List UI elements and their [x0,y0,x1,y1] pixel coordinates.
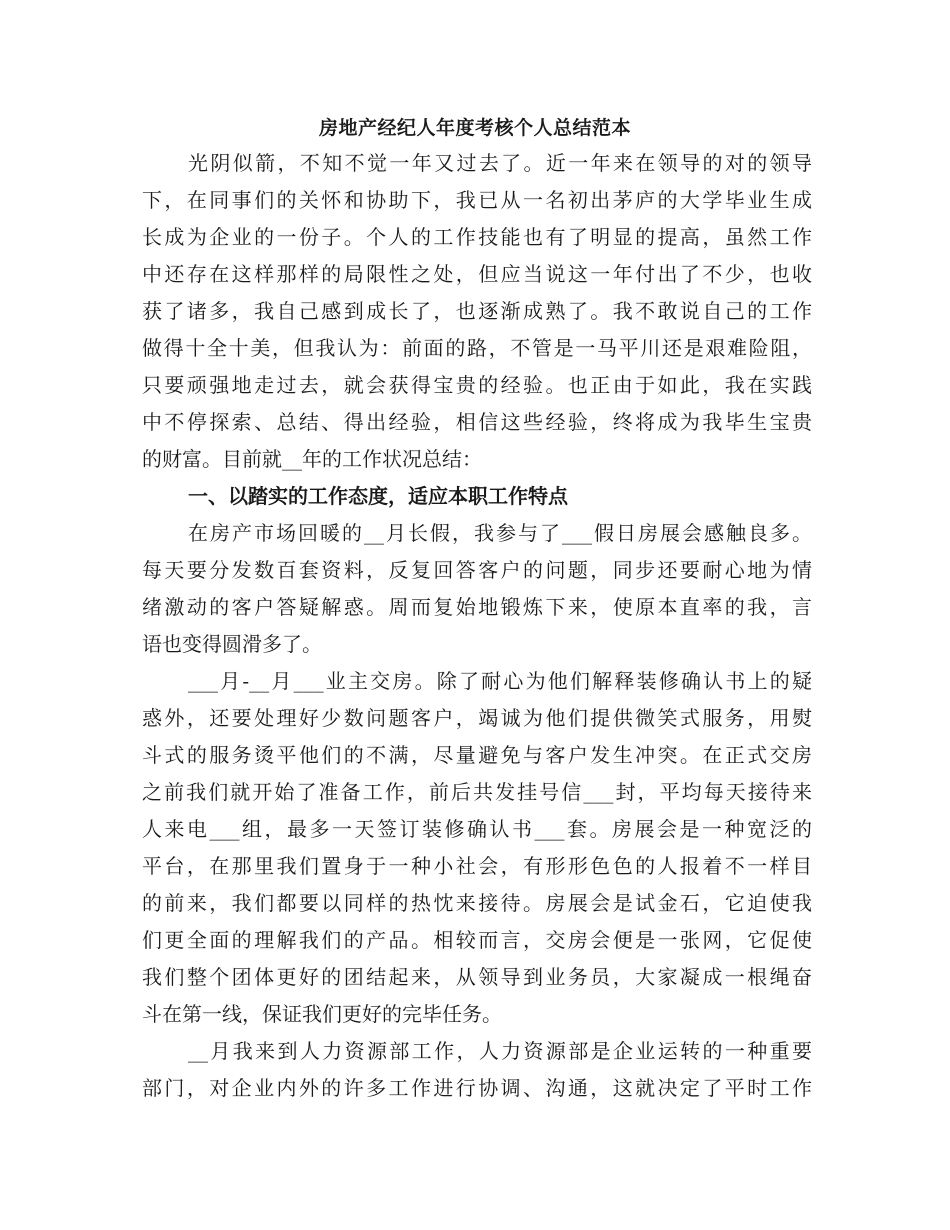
text-line: 光阴似箭，不知不觉一年又过去了。近一年来在领导的对的领导 [188,151,812,175]
text-line: 的财富。目前就__年的工作状况总结： [142,447,482,471]
text-line: 在房产市场回暖的__月长假，我参与了___假日房展会感触良多。 [188,521,812,545]
text-line: 中不停探索、总结、得出经验，相信这些经验，终将成为我毕生宝贵 [142,410,812,434]
text-line: 部门，对企业内外的许多工作进行协调、沟通，这就决定了平时工作 [142,1076,812,1100]
text-line: 们更全面的理解我们的产品。相较而言，交房会便是一张网，它促使 [142,928,812,952]
text-line: 只要顽强地走过去，就会获得宝贵的经验。也正由于如此，我在实践 [142,373,812,397]
text-line: __月我来到人力资源部工作，人力资源部是企业运转的一种重要 [188,1039,812,1063]
text-line: 的前来，我们都要以同样的热忱来接待。房展会是试金石，它迫使我 [142,891,812,915]
text-line: 长成为企业的一份子。个人的工作技能也有了明显的提高，虽然工作 [142,225,812,249]
section-heading: 一、以踏实的工作态度，适应本职工作特点 [188,484,568,508]
text-line: 惑外，还要处理好少数问题客户，竭诚为他们提供微笑式服务，用熨 [142,706,812,730]
text-line: 语也变得圆滑多了。 [142,632,322,656]
text-line: 每天要分发数百套资料，反复回答客户的问题，同步还要耐心地为情 [142,558,812,582]
text-line: 获了诸多，我自己感到成长了，也逐渐成熟了。我不敢说自己的工作 [142,299,812,323]
text-line: 人来电___组，最多一天签订装修确认书___套。房展会是一种宽泛的 [142,817,812,841]
text-line: 斗在第一线，保证我们更好的完毕任务。 [142,1002,502,1026]
text-line: 做得十全十美，但我认为：前面的路，不管是一马平川还是艰难险阻， [142,336,812,360]
document-title: 房地产经纪人年度考核个人总结范本 [318,117,631,139]
text-line: 我们整个团体更好的团结起来，从领导到业务员，大家凝成一根绳奋 [142,965,812,989]
text-line: 绪激动的客户答疑解惑。周而复始地锻炼下来，使原本直率的我，言 [142,595,812,619]
text-line: 中还存在这样那样的局限性之处，但应当说这一年付出了不少，也收 [142,262,812,286]
text-line: 之前我们就开始了准备工作，前后共发挂号信___封，平均每天接待来 [142,780,812,804]
text-line: 斗式的服务烫平他们的不满，尽量避免与客户发生冲突。在正式交房 [142,743,812,767]
text-line: 下，在同事们的关怀和协助下，我已从一名初出茅庐的大学毕业生成 [142,188,812,212]
text-line: ___月-__月___业主交房。除了耐心为他们解释装修确认书上的疑 [188,669,812,693]
text-line: 平台，在那里我们置身于一种小社会，有形形色色的人报着不一样目 [142,854,812,878]
